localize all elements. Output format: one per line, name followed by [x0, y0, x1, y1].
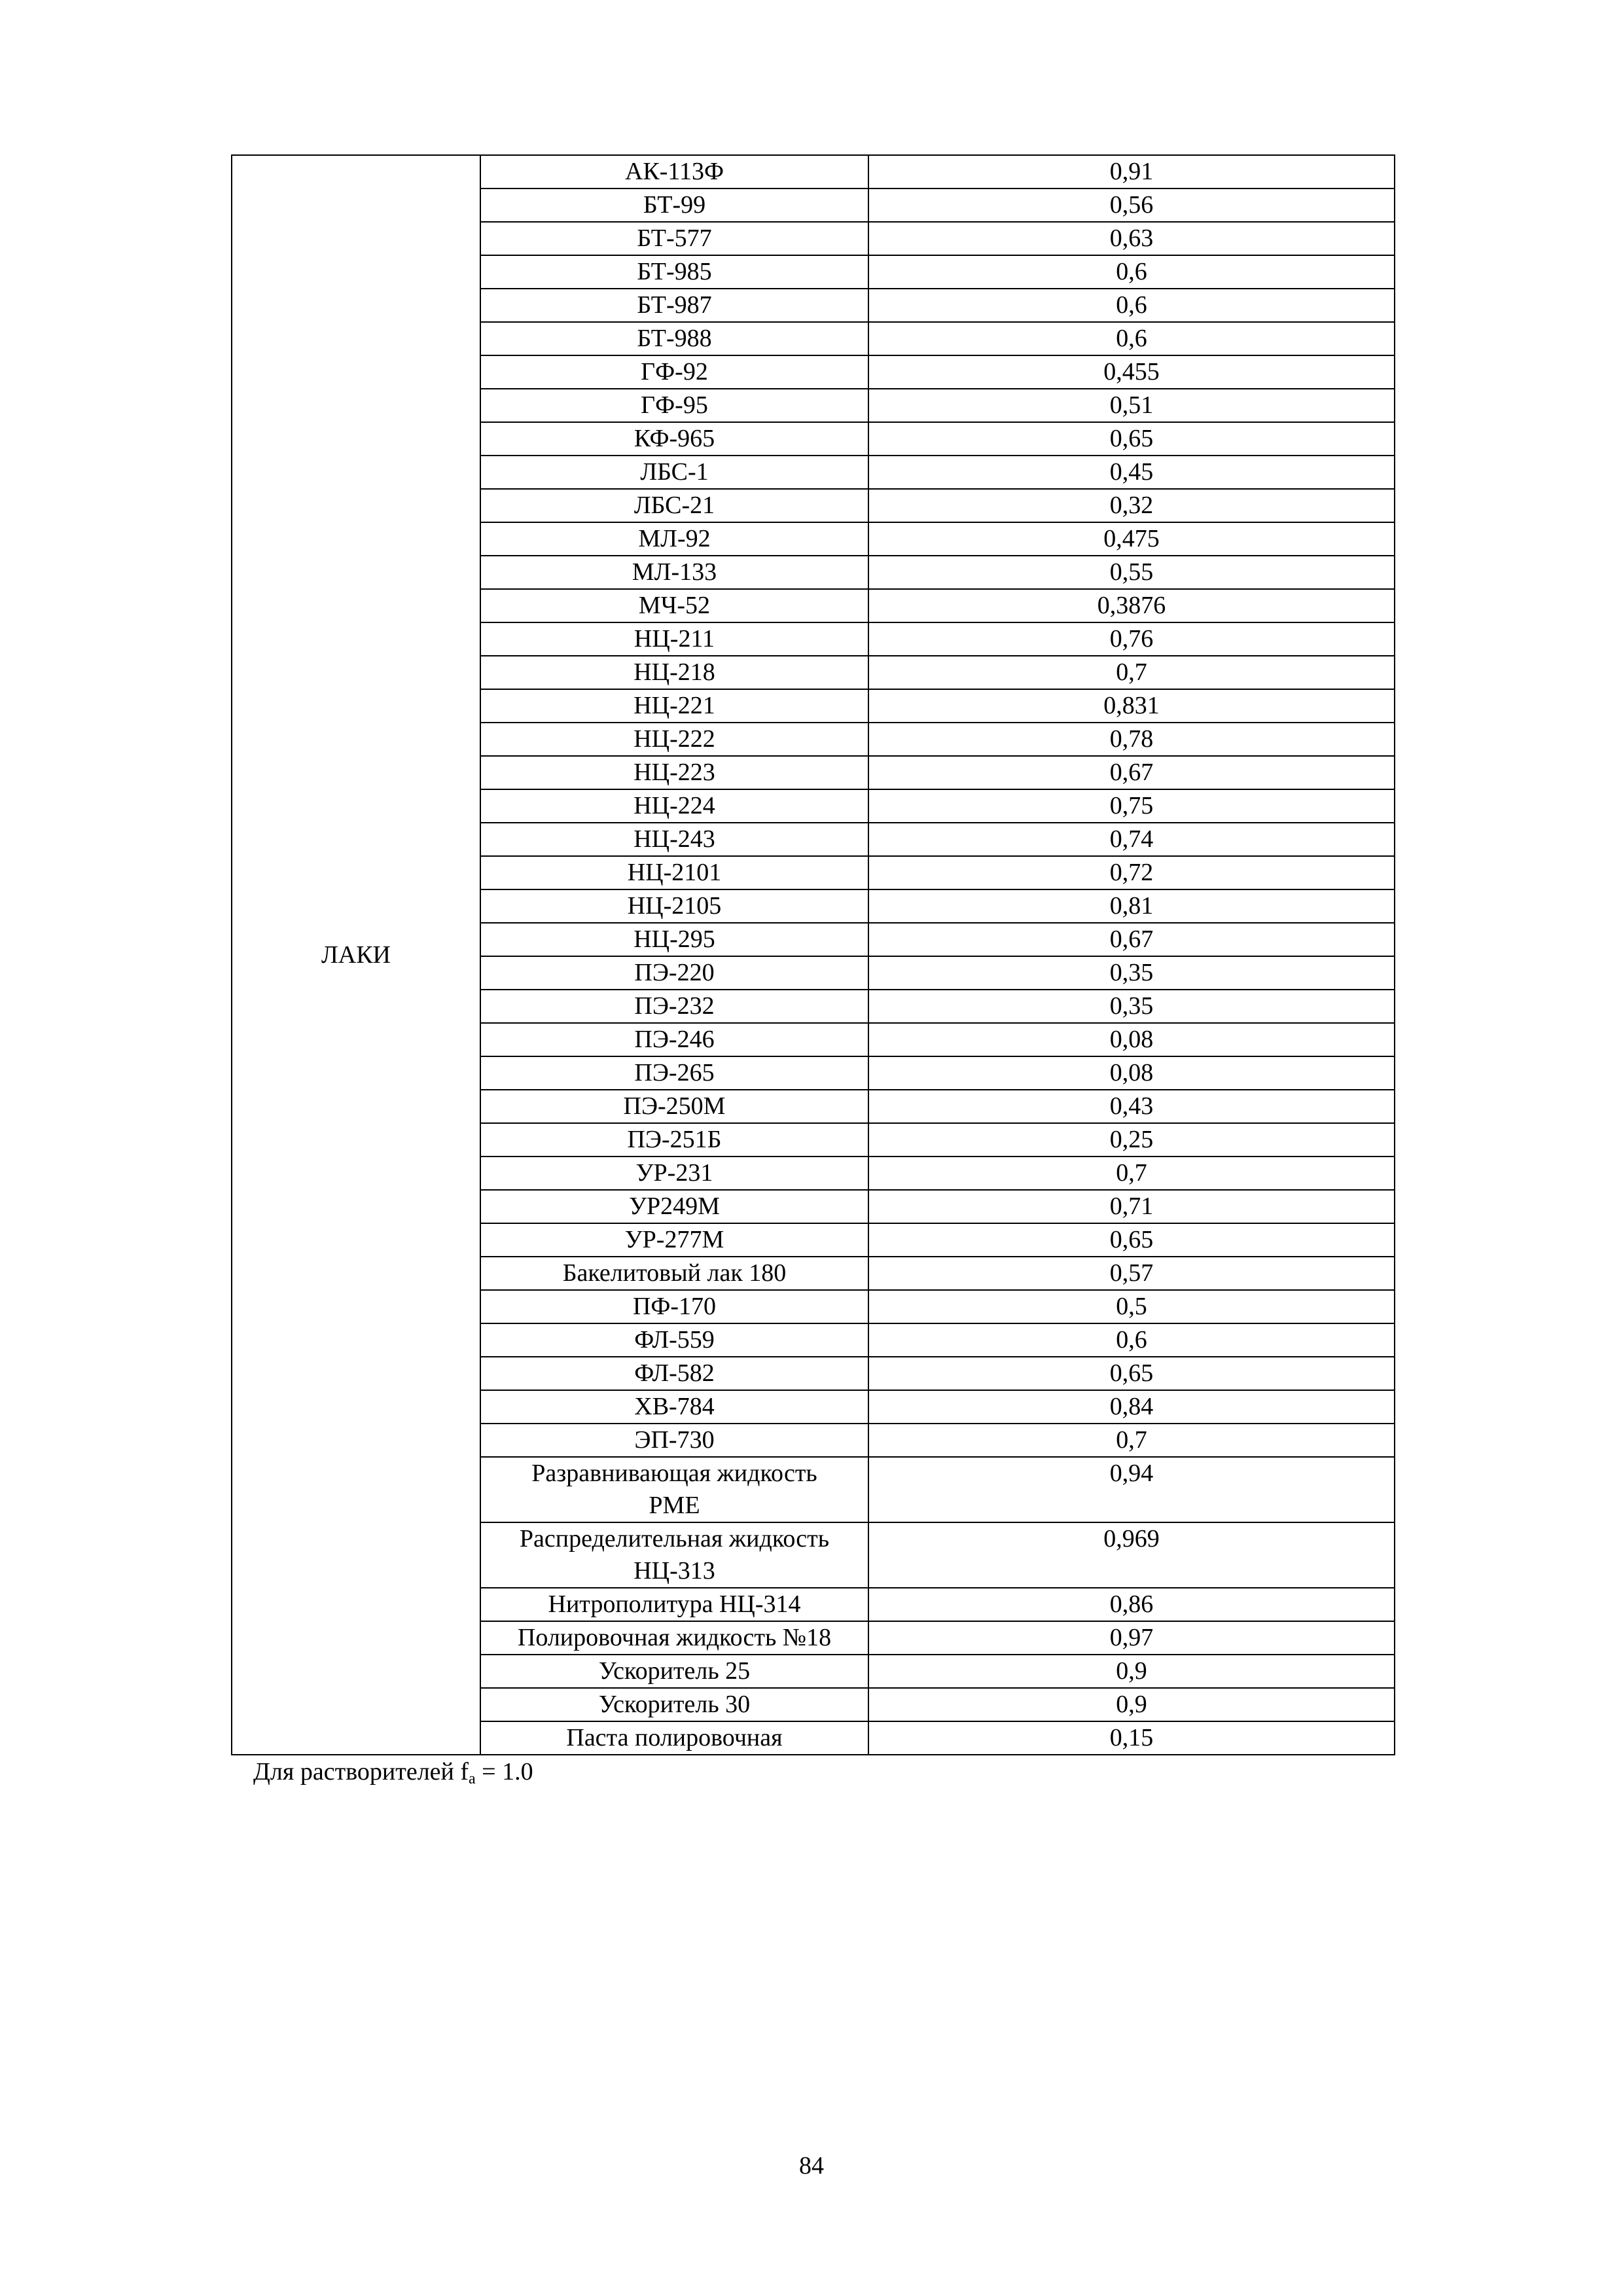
- material-name-cell: КФ-965: [480, 422, 868, 456]
- material-name-line-1: Разравнивающая жидкость: [531, 1460, 817, 1487]
- material-name-cell: Ускоритель 25: [480, 1655, 868, 1688]
- material-name-cell: Паста полировочная: [480, 1721, 868, 1755]
- coefficient-value-cell: 0,51: [868, 389, 1395, 422]
- material-name-cell: БТ-988: [480, 322, 868, 355]
- coefficient-value-cell: 0,74: [868, 823, 1395, 856]
- coefficient-value-cell: 0,6: [868, 322, 1395, 355]
- material-name-cell: ФЛ-559: [480, 1323, 868, 1357]
- material-name-line-2: НЦ-313: [633, 1557, 715, 1585]
- coefficient-value-cell: 0,9: [868, 1688, 1395, 1721]
- coefficient-value-cell: 0,08: [868, 1056, 1395, 1090]
- coefficient-value-cell: 0,57: [868, 1257, 1395, 1290]
- coefficient-value-cell: 0,6: [868, 255, 1395, 289]
- coefficient-value-cell: 0,32: [868, 489, 1395, 522]
- coefficient-value-cell: 0,6: [868, 289, 1395, 322]
- coefficient-value-cell: 0,45: [868, 456, 1395, 489]
- material-name-cell: ХВ-784: [480, 1390, 868, 1424]
- page-number: 84: [799, 2152, 824, 2179]
- material-name-cell: Нитрополитура НЦ-314: [480, 1588, 868, 1621]
- coefficient-table: [231, 154, 1395, 1755]
- coefficient-value-cell: 0,67: [868, 756, 1395, 789]
- material-name-cell: ФЛ-582: [480, 1357, 868, 1390]
- material-name-cell: НЦ-221: [480, 689, 868, 723]
- material-name-cell: МЛ-92: [480, 522, 868, 556]
- material-name-cell: [480, 1457, 868, 1522]
- coefficient-value-cell: 0,63: [868, 222, 1395, 255]
- coefficient-value-cell: 0,65: [868, 422, 1395, 456]
- coefficient-value-cell: 0,78: [868, 723, 1395, 756]
- material-name-line-2: РМЕ: [649, 1492, 700, 1519]
- coefficient-value-cell: 0,455: [868, 355, 1395, 389]
- solvents-note: [253, 1757, 533, 1794]
- coefficient-value-cell: 0,7: [868, 1424, 1395, 1457]
- coefficient-value-cell: 0,91: [868, 155, 1395, 188]
- material-name-cell: НЦ-211: [480, 622, 868, 656]
- solvents-note-suffix: = 1.0: [475, 1758, 533, 1785]
- coefficient-value-cell: 0,475: [868, 522, 1395, 556]
- material-name-cell: БТ-987: [480, 289, 868, 322]
- material-name-cell: УР249М: [480, 1190, 868, 1223]
- coefficient-value-cell: 0,6: [868, 1323, 1395, 1357]
- material-name-cell: Ускоритель 30: [480, 1688, 868, 1721]
- material-name-cell: НЦ-243: [480, 823, 868, 856]
- coefficient-value-cell: 0,08: [868, 1023, 1395, 1056]
- material-name-cell: МЧ-52: [480, 589, 868, 622]
- material-name-cell: УР-277М: [480, 1223, 868, 1257]
- material-name-cell: НЦ-224: [480, 789, 868, 823]
- material-name-cell: Бакелитовый лак 180: [480, 1257, 868, 1290]
- material-name-cell: АК-113Ф: [480, 155, 868, 188]
- material-name-cell: НЦ-223: [480, 756, 868, 789]
- material-name-cell: [480, 1522, 868, 1588]
- coefficient-value-cell: 0,9: [868, 1655, 1395, 1688]
- coefficient-value-cell: 0,15: [868, 1721, 1395, 1755]
- coefficient-value-cell: 0,3876: [868, 589, 1395, 622]
- material-name-cell: ПЭ-251Б: [480, 1123, 868, 1157]
- coefficient-value-cell: 0,969: [868, 1522, 1395, 1588]
- coefficient-value-cell: 0,84: [868, 1390, 1395, 1424]
- material-name-cell: ПЭ-220: [480, 956, 868, 990]
- material-name-cell: НЦ-2101: [480, 856, 868, 889]
- coefficient-value-cell: 0,81: [868, 889, 1395, 923]
- coefficient-value-cell: 0,94: [868, 1457, 1395, 1522]
- coefficient-value-cell: 0,43: [868, 1090, 1395, 1123]
- coefficient-value-cell: 0,7: [868, 656, 1395, 689]
- coefficient-value-cell: 0,35: [868, 990, 1395, 1023]
- coefficient-value-cell: 0,56: [868, 188, 1395, 222]
- material-name-cell: ПЭ-246: [480, 1023, 868, 1056]
- coefficient-value-cell: 0,25: [868, 1123, 1395, 1157]
- material-name-cell: ПЭ-232: [480, 990, 868, 1023]
- coefficient-value-cell: 0,7: [868, 1157, 1395, 1190]
- table-row: [232, 155, 1395, 188]
- coefficient-value-cell: 0,35: [868, 956, 1395, 990]
- coefficient-value-cell: 0,97: [868, 1621, 1395, 1655]
- material-name-cell: ЭП-730: [480, 1424, 868, 1457]
- coefficient-value-cell: 0,831: [868, 689, 1395, 723]
- material-name-cell: БТ-577: [480, 222, 868, 255]
- coefficient-value-cell: 0,5: [868, 1290, 1395, 1323]
- group-label-cell: ЛАКИ: [232, 155, 480, 1755]
- material-name-line-1: Распределительная жидкость: [519, 1525, 830, 1552]
- coefficient-value-cell: 0,75: [868, 789, 1395, 823]
- material-name-cell: ЛБС-1: [480, 456, 868, 489]
- material-name-cell: ПЭ-265: [480, 1056, 868, 1090]
- material-name-cell: ГФ-92: [480, 355, 868, 389]
- coefficient-value-cell: 0,55: [868, 556, 1395, 589]
- solvents-note-subscript: a: [469, 1770, 476, 1787]
- coefficient-value-cell: 0,76: [868, 622, 1395, 656]
- material-name-cell: НЦ-295: [480, 923, 868, 956]
- material-name-cell: БТ-985: [480, 255, 868, 289]
- material-name-cell: ГФ-95: [480, 389, 868, 422]
- coefficient-value-cell: 0,72: [868, 856, 1395, 889]
- material-name-cell: МЛ-133: [480, 556, 868, 589]
- coefficient-table-body: [232, 155, 1395, 1755]
- material-name-cell: НЦ-222: [480, 723, 868, 756]
- material-name-cell: ПФ-170: [480, 1290, 868, 1323]
- coefficient-value-cell: 0,67: [868, 923, 1395, 956]
- material-name-cell: ЛБС-21: [480, 489, 868, 522]
- coefficient-value-cell: 0,86: [868, 1588, 1395, 1621]
- solvents-note-prefix: Для растворителей f: [253, 1758, 469, 1785]
- material-name-cell: НЦ-218: [480, 656, 868, 689]
- coefficient-value-cell: 0,71: [868, 1190, 1395, 1223]
- coefficient-value-cell: 0,65: [868, 1223, 1395, 1257]
- material-name-cell: ПЭ-250М: [480, 1090, 868, 1123]
- material-name-cell: УР-231: [480, 1157, 868, 1190]
- material-name-cell: НЦ-2105: [480, 889, 868, 923]
- coefficient-value-cell: 0,65: [868, 1357, 1395, 1390]
- material-name-cell: БТ-99: [480, 188, 868, 222]
- material-name-cell: Полировочная жидкость №18: [480, 1621, 868, 1655]
